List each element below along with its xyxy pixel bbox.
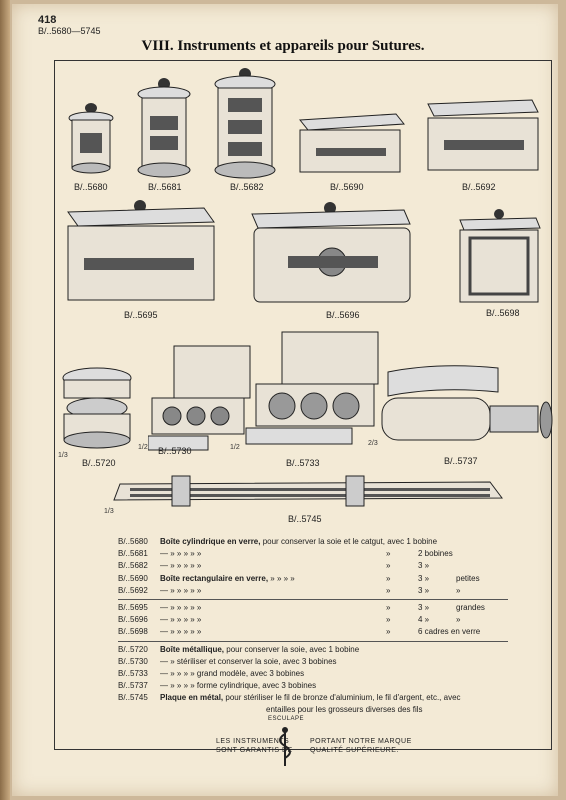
item-detail: — » » » » » <box>160 561 202 571</box>
item-description <box>160 680 316 692</box>
fig-5720-scale: 1/3 <box>58 452 68 459</box>
fig-5745-label: B/..5745 <box>288 514 322 524</box>
item-description <box>160 644 359 656</box>
caduceus-logo-icon <box>265 726 305 786</box>
item-description <box>160 692 461 704</box>
fig-5733-metal-box <box>242 330 382 450</box>
table-row <box>118 656 508 668</box>
footer-left-line-1: LES INSTRUMENTS <box>216 738 290 745</box>
item-quantity: 2 bobines <box>418 549 453 559</box>
item-quantity: 3 » <box>418 602 430 612</box>
item-detail: — » » » » forme cylindrique, avec 3 bobines <box>160 681 317 691</box>
item-detail: — » » » » » <box>160 615 202 625</box>
item-description <box>160 560 201 572</box>
fig-5737-label: B/..5737 <box>444 456 478 466</box>
table-group-glass-large <box>118 602 508 639</box>
book-binding <box>0 0 10 800</box>
item-quantity: » <box>386 549 391 559</box>
item-code: B/..5695 <box>118 602 148 612</box>
fig-5681-label: B/..5681 <box>148 182 182 192</box>
table-row <box>118 560 508 572</box>
fig-5695-rect-box <box>64 196 218 304</box>
fig-5680-label: B/..5680 <box>74 182 108 192</box>
table-row <box>118 668 508 680</box>
fig-5733-label: B/..5733 <box>286 458 320 468</box>
table-row <box>118 548 508 560</box>
item-code: B/..5682 <box>118 561 148 571</box>
item-description <box>160 548 201 560</box>
fig-5730-scale: 1/2 <box>138 444 148 451</box>
item-description <box>160 626 201 638</box>
footer-right-line-2: QUALITÉ SUPÉRIEURE. <box>310 747 399 754</box>
item-description <box>160 656 337 668</box>
footer-right-line-1: PORTANT NOTRE MARQUE <box>310 738 412 745</box>
fig-5692-rect-box <box>424 96 542 174</box>
item-name: Boîte cylindrique en verre, <box>160 537 261 546</box>
item-code: B/..5698 <box>118 627 148 637</box>
item-code: B/..5690 <box>118 573 148 583</box>
table-row <box>118 614 508 626</box>
item-detail: — » » » » » <box>160 549 202 559</box>
table-row <box>118 573 508 585</box>
table-row <box>118 536 508 548</box>
fig-5695-label: B/..5695 <box>124 310 158 320</box>
item-code: B/..5730 <box>118 656 148 666</box>
brand-name: ESCULAPE <box>268 716 305 722</box>
fig-5698-label: B/..5698 <box>486 308 520 318</box>
table-group-metal <box>118 644 508 717</box>
item-quantity: 3 » <box>418 561 430 571</box>
fig-5720-metal-box <box>58 366 136 450</box>
item-detail: — » » » » » <box>160 585 202 595</box>
table-row <box>118 644 508 656</box>
fig-5692-label: B/..5692 <box>462 182 496 192</box>
item-name: Boîte rectangulaire en verre, <box>160 573 269 583</box>
fig-5737-scale: 2/3 <box>368 440 378 447</box>
item-code: B/..5737 <box>118 681 148 691</box>
fig-5696-rect-box <box>248 200 414 306</box>
item-detail: — » » » » grand modèle, avec 3 bobines <box>160 668 305 678</box>
fig-5681-cylinder-jar <box>134 76 194 180</box>
page-title: VIII. Instruments et appareils pour Sutures. <box>141 38 425 54</box>
item-description <box>160 602 201 614</box>
divider <box>118 599 508 600</box>
item-quantity: » <box>386 615 391 625</box>
page-range: B/..5680—5745 <box>38 26 101 36</box>
table-row <box>118 626 508 638</box>
fig-5730-label: B/..5730 <box>158 446 192 456</box>
fig-5698-rect-box <box>456 206 542 306</box>
fig-5737-cylinder-case <box>378 362 554 446</box>
fig-5696-label: B/..5696 <box>326 310 360 320</box>
item-name: Plaque en métal, <box>160 693 224 703</box>
item-description <box>266 704 423 716</box>
item-description <box>160 614 201 626</box>
fig-5745-scale: 1/3 <box>104 508 114 515</box>
item-detail: entailles pour les grosseurs diverses des fils <box>266 705 423 715</box>
fig-5733-scale: 1/2 <box>230 444 240 451</box>
fig-5720-label: B/..5720 <box>82 458 116 468</box>
item-quantity: » <box>386 627 391 637</box>
fig-5680-cylinder-jar <box>66 98 116 178</box>
item-detail: — » stériliser et conserver la soie, avec 3 bobines <box>160 656 337 666</box>
fig-5745-metal-plate <box>110 474 510 508</box>
table-row <box>118 585 508 597</box>
table-row <box>118 704 508 716</box>
item-quantity: » <box>386 585 391 595</box>
item-quantity: » <box>386 573 391 583</box>
item-code: B/..5733 <box>118 668 148 678</box>
fig-5730-metal-box <box>148 344 252 454</box>
table-row <box>118 692 508 704</box>
item-description <box>160 585 201 597</box>
table-row <box>118 602 508 614</box>
item-description <box>160 668 304 680</box>
item-code: B/..5745 <box>118 693 148 703</box>
fig-5682-label: B/..5682 <box>230 182 264 192</box>
divider <box>118 641 508 642</box>
item-quantity: 3 » <box>418 585 430 595</box>
item-quantity: » <box>456 615 461 625</box>
item-quantity: » <box>456 585 461 595</box>
item-code: B/..5681 <box>118 549 148 559</box>
footer-left-line-2: SONT GARANTIS DE <box>216 747 293 754</box>
item-detail: pour conserver la soie, avec 1 bobine <box>224 644 360 654</box>
table-group-glass <box>118 536 508 597</box>
item-quantity: » <box>386 561 391 571</box>
table-row <box>118 680 508 692</box>
item-code: B/..5696 <box>118 615 148 625</box>
item-detail: pour stériliser le fil de bronze d'aluminium, le fil d'argent, etc., avec <box>223 693 461 703</box>
page-number: 418 <box>38 14 57 26</box>
item-name: Boîte métallique, <box>160 644 225 654</box>
fig-5682-cylinder-jar <box>210 66 280 180</box>
item-detail: — » » » » » <box>160 602 202 612</box>
fig-5690-rect-box <box>296 110 406 176</box>
item-detail: » » » » <box>268 573 295 583</box>
item-code: B/..5680 <box>118 537 148 546</box>
fig-5690-label: B/..5690 <box>330 182 364 192</box>
item-quantity: grandes <box>456 602 485 612</box>
item-quantity: 6 cadres en verre <box>418 627 481 637</box>
item-code: B/..5692 <box>118 585 148 595</box>
item-description <box>160 573 295 585</box>
item-quantity: » <box>386 602 391 612</box>
item-description <box>160 536 437 548</box>
item-quantity: 3 » <box>418 573 430 583</box>
item-detail: — » » » » » <box>160 627 202 637</box>
item-quantity: 4 » <box>418 615 430 625</box>
item-quantity: petites <box>456 573 480 583</box>
price-table <box>118 536 508 717</box>
item-detail: pour conserver la soie et le catgut, avec 1 bobine <box>260 537 438 546</box>
item-code: B/..5720 <box>118 644 148 654</box>
